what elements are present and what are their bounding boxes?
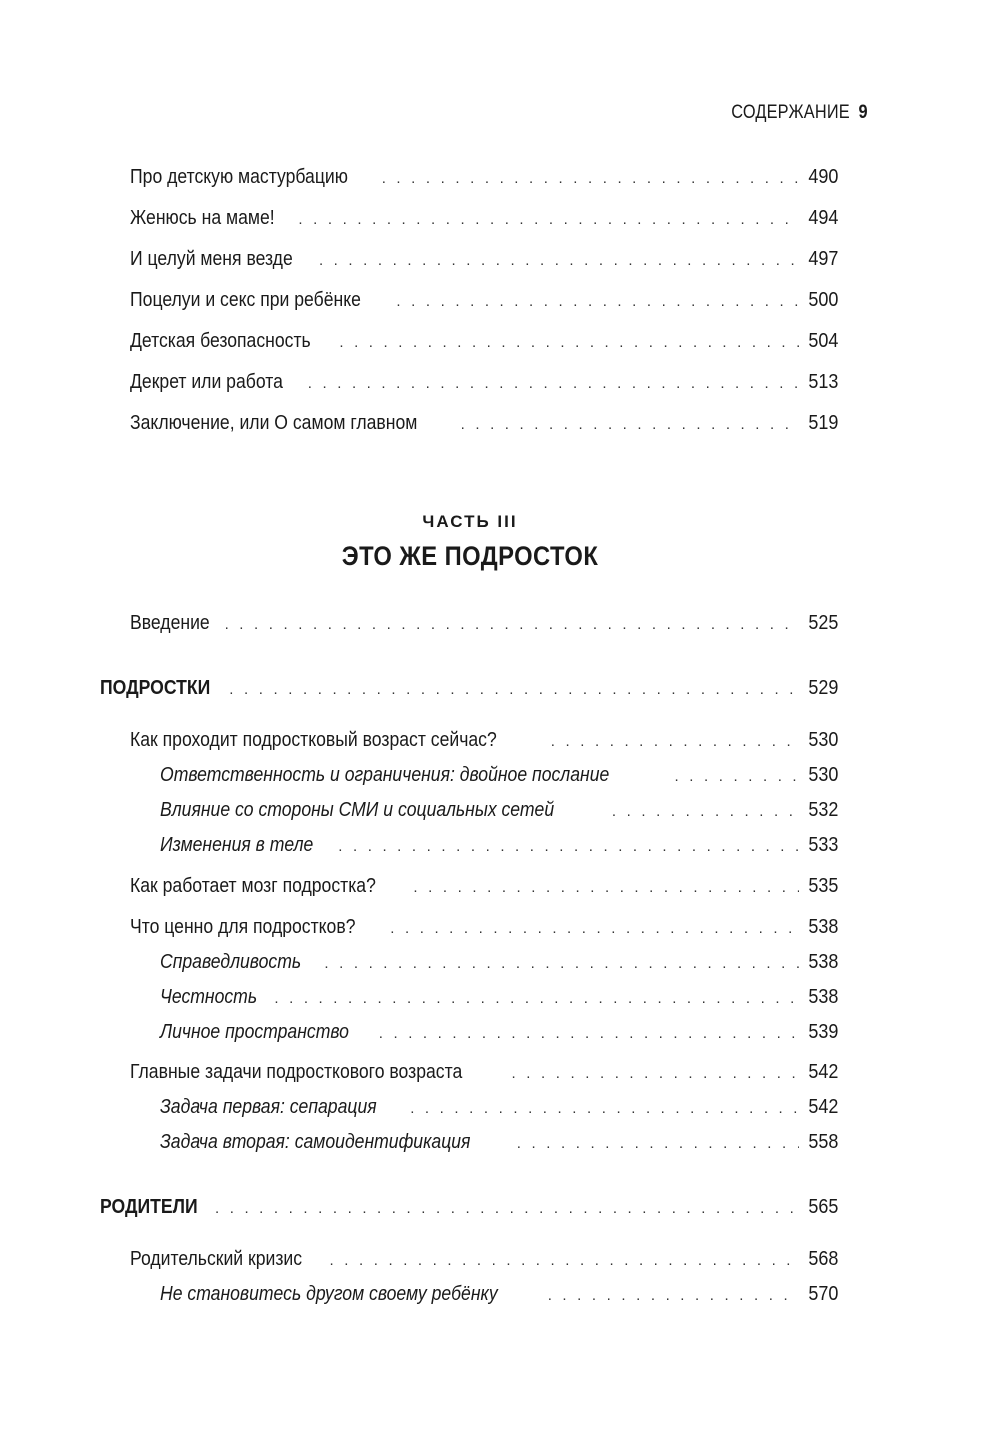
toc-entry-page: 529 <box>807 677 838 699</box>
toc-leader <box>274 986 798 1012</box>
toc-section-row[interactable] <box>100 675 838 703</box>
toc-entry-page: 539 <box>807 1021 838 1043</box>
toc-entry-page: 538 <box>807 951 838 973</box>
toc-row[interactable] <box>130 328 838 356</box>
toc-entry-page: 530 <box>807 764 838 786</box>
toc-leader <box>390 916 798 942</box>
toc-row[interactable] <box>130 1059 838 1087</box>
toc-section-title: РОДИТЕЛИ <box>100 1196 198 1218</box>
toc-entry-title: Как работает мозг подростка? <box>130 875 376 897</box>
toc-leader <box>338 834 798 860</box>
toc-entry-title: Главные задачи подросткового возраста <box>130 1061 463 1083</box>
toc-leader <box>675 764 799 790</box>
toc-entry-title: Заключение, или О самом главном <box>130 412 418 434</box>
toc-row[interactable] <box>130 727 838 755</box>
running-head <box>732 102 868 124</box>
page-number: 9 <box>858 102 868 123</box>
toc-entry-title: Как проходит подростковый возраст сейчас? <box>130 729 497 751</box>
toc-entry-page: 538 <box>807 916 838 938</box>
toc-leader <box>215 1196 799 1222</box>
toc-row[interactable] <box>130 1246 838 1274</box>
running-head-section: СОДЕРЖАНИЕ <box>731 102 851 123</box>
toc-entry-title: Декрет или работа <box>130 371 283 393</box>
toc-entry-title: Введение <box>130 612 210 634</box>
toc-entry-title: Про детскую мастурбацию <box>130 166 348 188</box>
toc-entry-title: И целуй меня везде <box>130 248 293 270</box>
toc-leader <box>517 1131 799 1157</box>
toc-entry-page: 570 <box>807 1283 838 1305</box>
toc-entry-title: Поцелуи и секс при ребёнке <box>130 289 361 311</box>
toc-section-title: ПОДРОСТКИ <box>100 677 211 699</box>
toc-leader <box>410 1096 798 1122</box>
toc-entry-page: 538 <box>807 986 838 1008</box>
part-title: ЭТО ЖЕ ПОДРОСТОК <box>341 541 599 571</box>
toc-subentry-title: Личное пространство <box>160 1021 349 1043</box>
toc-subentry-title: Справедливость <box>160 951 302 973</box>
toc-leader <box>298 207 798 233</box>
toc-subentry-title: Задача вторая: самоидентификация <box>160 1131 471 1153</box>
toc-leader <box>612 799 799 825</box>
toc-subrow[interactable] <box>160 1094 838 1122</box>
toc-subentry-title: Влияние со стороны СМИ и социальных сетей <box>160 799 555 821</box>
toc-row[interactable] <box>130 610 838 638</box>
toc-entry-page: 525 <box>807 612 838 634</box>
toc-leader <box>319 248 799 274</box>
toc-subentry-title: Изменения в теле <box>160 834 314 856</box>
toc-entry-page: 532 <box>807 799 838 821</box>
toc-entry-page: 490 <box>807 166 838 188</box>
toc-leader <box>548 1283 799 1309</box>
toc-entry-page: 565 <box>807 1196 838 1218</box>
toc-subrow[interactable] <box>160 762 838 790</box>
toc-row[interactable] <box>130 164 838 192</box>
toc-row[interactable] <box>130 914 838 942</box>
toc-entry-title: Родительский кризис <box>130 1248 303 1270</box>
toc-leader <box>551 729 799 755</box>
toc-subrow[interactable] <box>160 1281 838 1309</box>
toc-entry-page: 504 <box>807 330 838 352</box>
toc-row[interactable] <box>130 287 838 315</box>
toc-leader <box>330 1248 799 1274</box>
toc-row[interactable] <box>130 369 838 397</box>
toc-entry-page: 558 <box>807 1131 838 1153</box>
toc-leader <box>379 1021 799 1047</box>
toc-subentry-title: Ответственность и ограничения: двойное послание <box>160 764 610 786</box>
toc-subentry-title: Не становитесь другом своему ребёнку <box>160 1283 498 1305</box>
toc-entry-page: 542 <box>807 1096 838 1118</box>
toc-leader <box>413 875 798 901</box>
toc-leader <box>339 330 798 356</box>
toc-entry-page: 568 <box>807 1248 838 1270</box>
toc-entry-page: 535 <box>807 875 838 897</box>
toc-entry-title: Детская безопасность <box>130 330 311 352</box>
toc-entry-page: 519 <box>807 412 838 434</box>
toc-section-row[interactable] <box>100 1194 838 1222</box>
toc-leader <box>229 677 798 703</box>
toc-subentry-title: Задача первая: сепарация <box>160 1096 377 1118</box>
toc-leader <box>324 951 798 977</box>
toc-entry-title: Что ценно для подростков? <box>130 916 356 938</box>
toc-leader <box>382 166 799 192</box>
toc-entry-page: 533 <box>807 834 838 856</box>
toc-row[interactable] <box>130 205 838 233</box>
toc-entry-page: 542 <box>807 1061 838 1083</box>
toc-subentry-title: Честность <box>160 986 258 1008</box>
toc-entry-page: 513 <box>807 371 838 393</box>
toc-leader <box>396 289 798 315</box>
toc-subrow[interactable] <box>160 832 838 860</box>
toc-leader <box>461 412 799 438</box>
toc-subrow[interactable] <box>160 797 838 825</box>
toc-subrow[interactable] <box>160 1129 838 1157</box>
toc-leader <box>308 371 799 397</box>
toc-row[interactable] <box>130 246 838 274</box>
toc-row[interactable] <box>130 873 838 901</box>
toc-subrow[interactable] <box>160 984 838 1012</box>
toc-entry-page: 530 <box>807 729 838 751</box>
toc-leader <box>225 612 799 638</box>
toc-entry-page: 494 <box>807 207 838 229</box>
toc-leader <box>512 1061 799 1087</box>
toc-entry-page: 497 <box>807 248 838 270</box>
toc-entry-page: 500 <box>807 289 838 311</box>
toc-entry-title: Женюсь на маме! <box>130 207 275 229</box>
part-label: ЧАСТЬ III <box>422 512 518 531</box>
toc-subrow[interactable] <box>160 949 838 977</box>
toc-subrow[interactable] <box>160 1019 838 1047</box>
toc-row[interactable] <box>130 410 838 438</box>
